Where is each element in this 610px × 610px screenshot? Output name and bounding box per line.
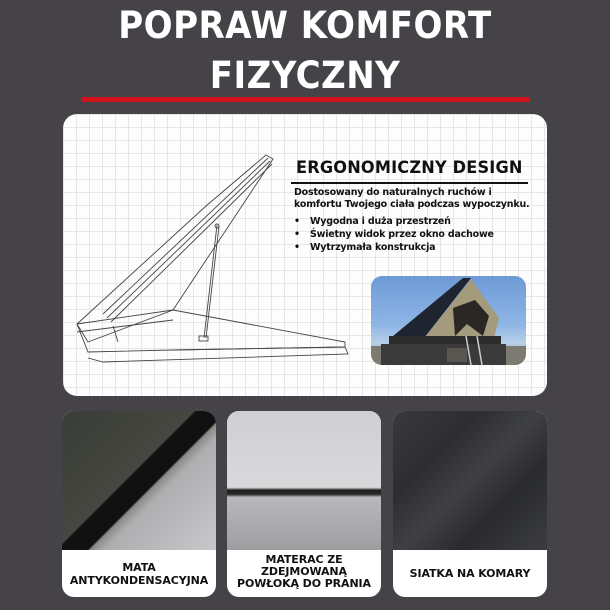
mattress-photo	[227, 411, 381, 550]
ergonomic-design-panel	[63, 114, 547, 396]
bullet-item	[294, 241, 494, 254]
bullet-icon: •	[294, 229, 300, 240]
feature-heading: ERGONOMICZNY DESIGN	[296, 158, 523, 178]
card-label	[62, 550, 216, 597]
card-label-line: MATA	[122, 560, 156, 574]
bullet-item	[294, 215, 494, 228]
feature-card-anti-condensation-mat	[62, 411, 216, 597]
card-label-line: POWŁOKĄ DO PRANIA	[237, 576, 371, 590]
feature-description: Dostosowany do naturalnych ruchów i komfortu Twojego ciała podczas wypoczynku.	[294, 187, 530, 210]
card-label	[227, 548, 381, 595]
card-label-line: MATERAC ZE	[265, 552, 343, 566]
roof-tent-photo	[371, 276, 526, 365]
page-title-line-1: POPRAW KOMFORT	[118, 4, 492, 47]
bullet-text: Świetny widok przez okno dachowe	[310, 229, 494, 240]
bullet-text: Wytrzymała konstrukcja	[310, 242, 436, 253]
bullet-item	[294, 228, 494, 241]
heading-underline	[291, 182, 528, 184]
feature-card-mosquito-net	[393, 411, 547, 597]
red-divider	[81, 97, 530, 102]
card-label-line: ZDEJMOWANĄ	[261, 564, 347, 578]
feature-bullet-list	[294, 215, 494, 254]
mosquito-net-photo	[393, 411, 547, 550]
roof-tent-photo-icon	[371, 276, 526, 365]
anti-condensation-mat-photo	[62, 411, 216, 550]
card-label-line: ANTYKONDENSACYJNA	[69, 573, 209, 587]
card-label: SIATKA NA KOMARY	[409, 567, 531, 580]
page-title-line-2: FIZYCZNY	[209, 54, 401, 97]
bullet-icon: •	[294, 242, 300, 253]
bullet-text: Wygodna i duża przestrzeń	[310, 216, 451, 227]
bullet-icon: •	[294, 216, 300, 227]
feature-card-removable-mattress-cover	[227, 411, 381, 597]
